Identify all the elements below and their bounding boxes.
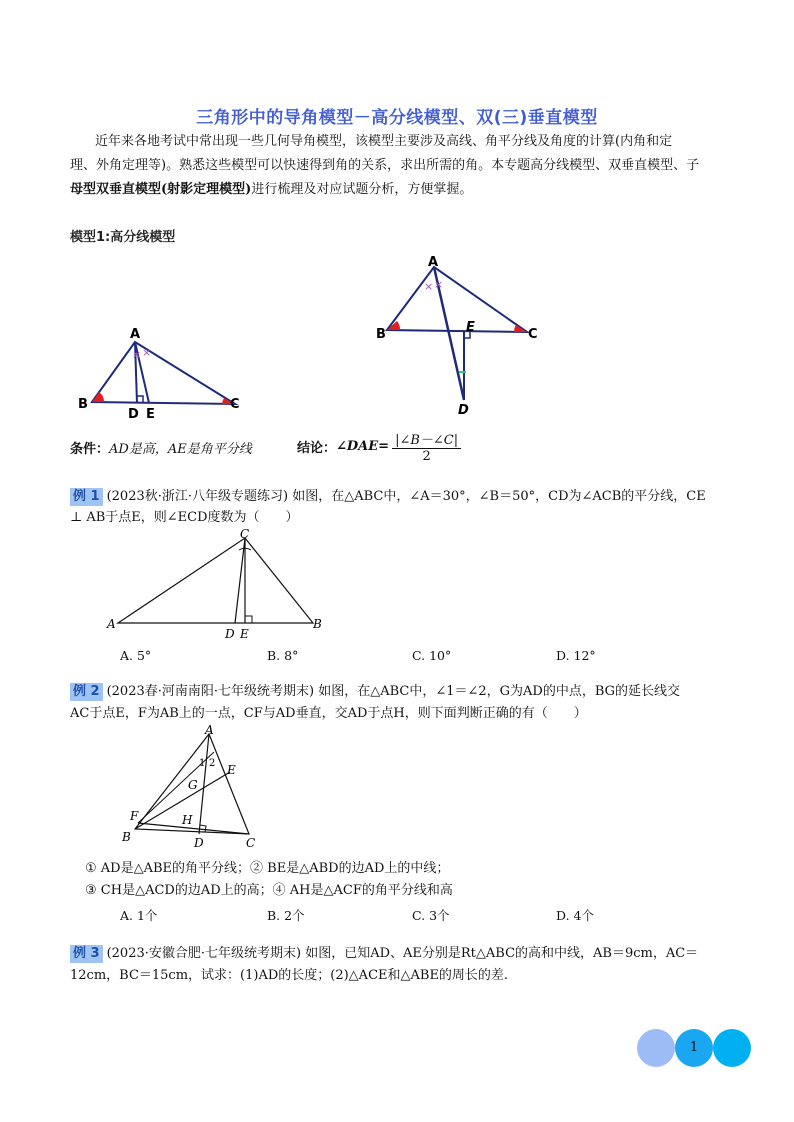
ex2-label-e: E [227, 763, 236, 777]
fig1-angle-b-mark [92, 392, 104, 402]
fig1-cross-mark-1: × [132, 348, 142, 361]
ex2-label-d: D [194, 836, 204, 850]
example2-option-a[interactable]: A. 1个 [120, 908, 158, 923]
fig2-label-a: A [428, 255, 439, 270]
ex1-bisector-cd [235, 538, 245, 623]
fig2-angle-c-mark [514, 325, 527, 332]
fig2-label-e: E [466, 320, 475, 335]
ex2-label-f: F [130, 809, 139, 823]
ex2-label-c: C [246, 836, 256, 850]
ex2-label-h: H [182, 813, 193, 827]
ex2-label-a: A [205, 724, 214, 737]
model1-figure-1 [70, 320, 260, 420]
example2-figure [122, 724, 272, 854]
ex2-label-g: G [188, 778, 198, 792]
intro-bold-text: 母型双垂直模型(射影定理模型) [70, 182, 252, 197]
page-number: 1 [689, 1040, 699, 1055]
example3-line-2: 12cm，BC＝15cm，试求：(1)AD的长度；(2)△ACE和△ABE的周长的差. [70, 968, 509, 983]
intro-rest-text: 进行梳理及对应试题分析，方便掌握。 [251, 182, 473, 197]
fig2-label-b: B [376, 327, 386, 342]
example2-statement-1: ① AD是△ABE的角平分线；② BE是△ABD的边AD上的中线； [85, 861, 450, 876]
conclusion-fraction [392, 429, 461, 464]
fig1-label-b: B [78, 397, 88, 412]
ex1-label-b: B [313, 617, 322, 631]
condition-line [70, 438, 252, 462]
fig2-cross-mark-2: × [434, 278, 444, 291]
intro-line-2: 理、外角定理等)。熟悉这些模型可以快速得到角的关系，求出所需的角。本专题高分线模型、双垂直模型、子 [70, 158, 700, 173]
fig1-label-d: D [128, 407, 139, 420]
condition-label: 条件： [70, 442, 110, 457]
ex1-label-d: D [225, 627, 235, 641]
example1-line-2: ⊥ AB于点E，则∠ECD度数为（ ） [70, 510, 299, 525]
intro-line-3 [70, 178, 740, 202]
condition-text: AD是高，AE是角平分线 [109, 442, 252, 457]
ex1-label-a: A [107, 617, 116, 631]
conclusion-label: 结论： [297, 441, 337, 456]
example2-text-1: (2023春·河南南阳·七年级统考期末) 如图，在△ABC中，∠1＝∠2，G为AD的中点，BG的延长线交 [106, 684, 681, 699]
fig1-label-c: C [230, 397, 240, 412]
conclusion-denominator: 2 [422, 449, 431, 464]
example2-statement-2: ③ CH是△ACD的边AD上的高；④ AH是△ACF的角平分线和高 [85, 883, 453, 898]
page-title: 三角形中的导角模型－高分线模型、双(三)垂直模型 [196, 108, 598, 128]
example3-text-1: (2023·安徽合肥·七年级统考期末) 如图，已知AD、AE分别是Rt△ABC的高和中线，AB＝9cm，AC＝ [106, 946, 699, 961]
ex1-label-e: E [240, 627, 249, 641]
page-deco-circle-3 [713, 1029, 751, 1067]
ex2-line-ad [199, 734, 209, 834]
intro-line-1: 近年来各地考试中常出现一些几何导角模型，该模型主要涉及高线、角平分线及角度的计算(内角和定 [95, 134, 673, 149]
example3-line-1 [70, 942, 740, 966]
fig2-cross-mark-1: × [424, 280, 434, 293]
ex2-label-b: B [122, 830, 131, 844]
example2-option-d[interactable]: D. 4个 [556, 908, 594, 923]
example1-figure [105, 528, 330, 643]
fig2-label-d: D [458, 403, 469, 417]
conclusion-line [297, 429, 461, 464]
ex2-label-angle-2: 2 [209, 758, 216, 769]
example2-option-c[interactable]: C. 3个 [412, 908, 450, 923]
example1-text-1: (2023秋·浙江·八年级专题练习) 如图，在△ABC中，∠A＝30°，∠B＝50°，CD为∠ACB的平分线，CE [106, 489, 706, 504]
fig2-triangle [387, 267, 527, 332]
example1-option-d[interactable]: D. 12° [556, 648, 596, 663]
example1-option-b[interactable]: B. 8° [267, 648, 299, 663]
fig1-label-e: E [146, 407, 155, 420]
example1-tag: 例 1 [70, 488, 103, 506]
ex1-right-angle [245, 616, 252, 623]
example2-line-2: AC于点E，F为AB上的一点，CF与AD垂直，交AD于点H，则下面判断正确的有（ ） [70, 706, 587, 721]
fig1-triangle [92, 342, 235, 404]
example2-line-1 [70, 680, 740, 704]
example2-option-b[interactable]: B. 2个 [267, 908, 305, 923]
ex2-line-cf [138, 823, 249, 834]
example2-tag: 例 2 [70, 683, 103, 701]
fig1-cross-mark-2: × [142, 346, 152, 359]
ex2-label-angle-1: 1 [199, 758, 206, 769]
ex2-right-angle [200, 825, 206, 832]
page-deco-circle-1 [637, 1029, 675, 1067]
ex1-triangle [118, 538, 313, 623]
fig2-label-c: C [528, 327, 538, 342]
fig1-label-a: A [130, 327, 141, 342]
model1-heading: 模型1:高分线模型 [70, 230, 176, 245]
example1-option-c[interactable]: C. 10° [412, 648, 452, 663]
model1-figure-2 [370, 252, 550, 417]
conclusion-lhs: ∠DAE= [336, 439, 390, 454]
example1-option-a[interactable]: A. 5° [120, 648, 152, 663]
example3-tag: 例 3 [70, 945, 103, 963]
conclusion-numerator: |∠B－∠C| [392, 429, 461, 449]
ex1-label-c: C [240, 528, 250, 541]
